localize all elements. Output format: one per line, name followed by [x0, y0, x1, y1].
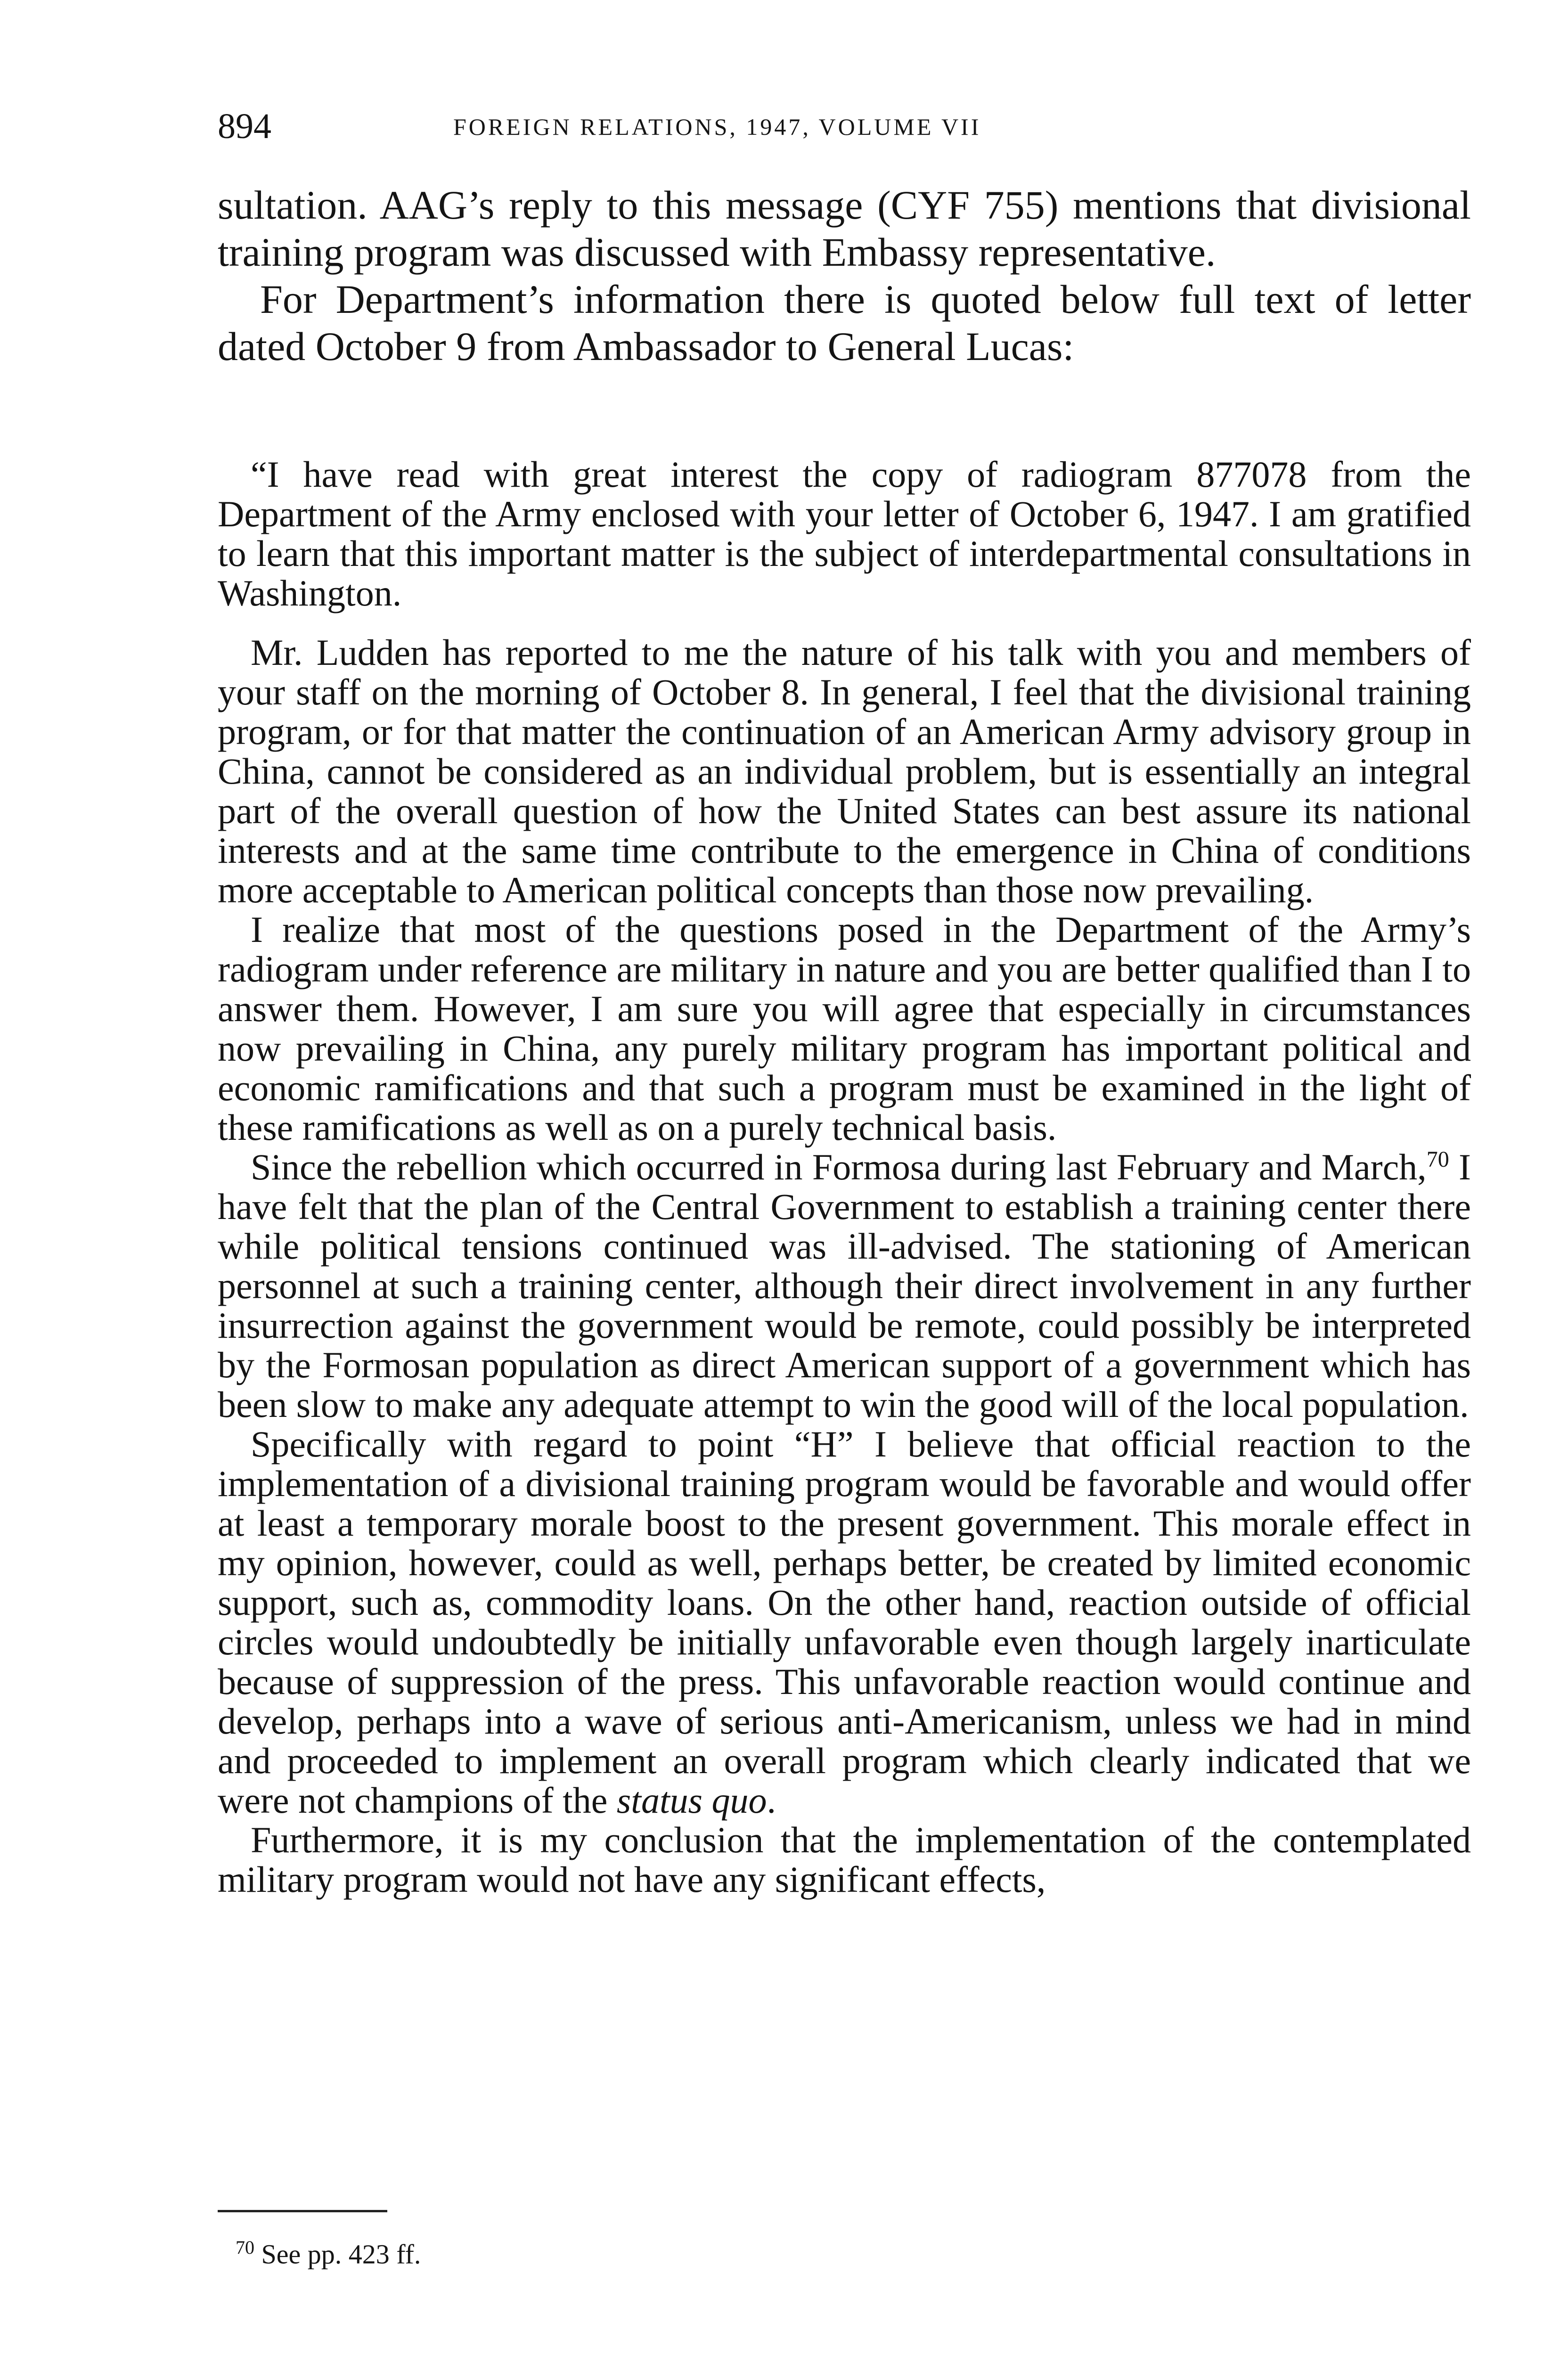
italic-phrase: status quo	[616, 1780, 767, 1821]
letter-paragraph	[218, 1424, 1471, 1820]
letter-paragraph: I realize that most of the questions posed in the Department of the Army’s radiogram under reference are military in nature and you are better qualified than I to answer them. However, I am sure you will agree that especially in circumstances now prevailing in China, any purely military program has important political and economic ramifications and that such a program must be examined in the light of these ramifications as well as on a purely technical basis.	[218, 909, 1471, 1148]
letter-text: .	[767, 1780, 776, 1821]
footnote-reference: 70	[1426, 1147, 1449, 1172]
intro-paragraph: sultation. AAG’s reply to this message (CYF 755) mentions that divisional training program was discussed with Embassy representative.	[218, 182, 1471, 275]
letter-paragraph: Mr. Ludden has reported to me the nature of his talk with you and members of your staff on the morning of October 8. In general, I feel that the divisional training program, or for that matter the continuation of an American Army advisory group in China, cannot be considered as an individual problem, but is essentially an integral part of the overall question of how the United States can best assure its national interests and at the same time contribute to the emergence in China of conditions more acceptable to American political concepts than those now prevailing.	[218, 632, 1471, 910]
footnote-divider	[218, 2210, 387, 2212]
footnote-text: See pp. 423 ff.	[254, 2239, 421, 2270]
page-number: 894	[218, 106, 271, 146]
footnote-marker: 70	[236, 2237, 254, 2258]
quoted-letter	[218, 455, 1471, 1899]
letter-text: Specifically with regard to point “H” I believe that official reaction to the implementation of a divisional training program would be favorable and would offer at least a temporary morale boost to the present government. This morale effect in my opinion, however, could as well, perhaps better, be created by limited economic support, such as, commodity loans. On the other hand, reaction outside of official circles would undoubtedly be initially unfavorable even though largely inarticulate because of suppression of the press. This unfavorable reaction would continue and develop, perhaps into a wave of serious anti-Americanism, unless we had in mind and proceeded to implement an overall program which clearly indicated that we were not champions of the	[218, 1423, 1471, 1821]
intro-text	[218, 181, 1471, 370]
page-header	[218, 107, 1466, 145]
letter-text: I have felt that the plan of the Central Government to establish a training center there while political tensions continued was ill-advised. The stationing of American personnel at such a training center, although their direct involvement in any further insurrection against the government would be remote, could possibly be interpreted by the Formosan population as direct American support of a government which has been slow to make any adequate attempt to win the good will of the local population.	[218, 1146, 1471, 1425]
running-head: FOREIGN RELATIONS, 1947, VOLUME VII	[453, 114, 981, 140]
letter-text: Since the rebellion which occurred in Formosa during last February and March,	[251, 1146, 1427, 1187]
footnote	[236, 2231, 421, 2271]
letter-paragraph	[218, 1147, 1471, 1424]
letter-paragraph: Furthermore, it is my conclusion that the implementation of the contemplated military program would not have any significant effects,	[218, 1819, 1471, 1900]
letter-paragraph: “I have read with great interest the copy of radiogram 877078 from the Department of the Army enclosed with your letter of October 6, 1947. I am gratified to learn that this important matter is the subject of interdepartmental consultations in Washington.	[218, 454, 1471, 614]
intro-paragraph: For Department’s information there is quoted below full text of letter dated October 9 from Ambassador to General Lucas:	[218, 277, 1471, 369]
